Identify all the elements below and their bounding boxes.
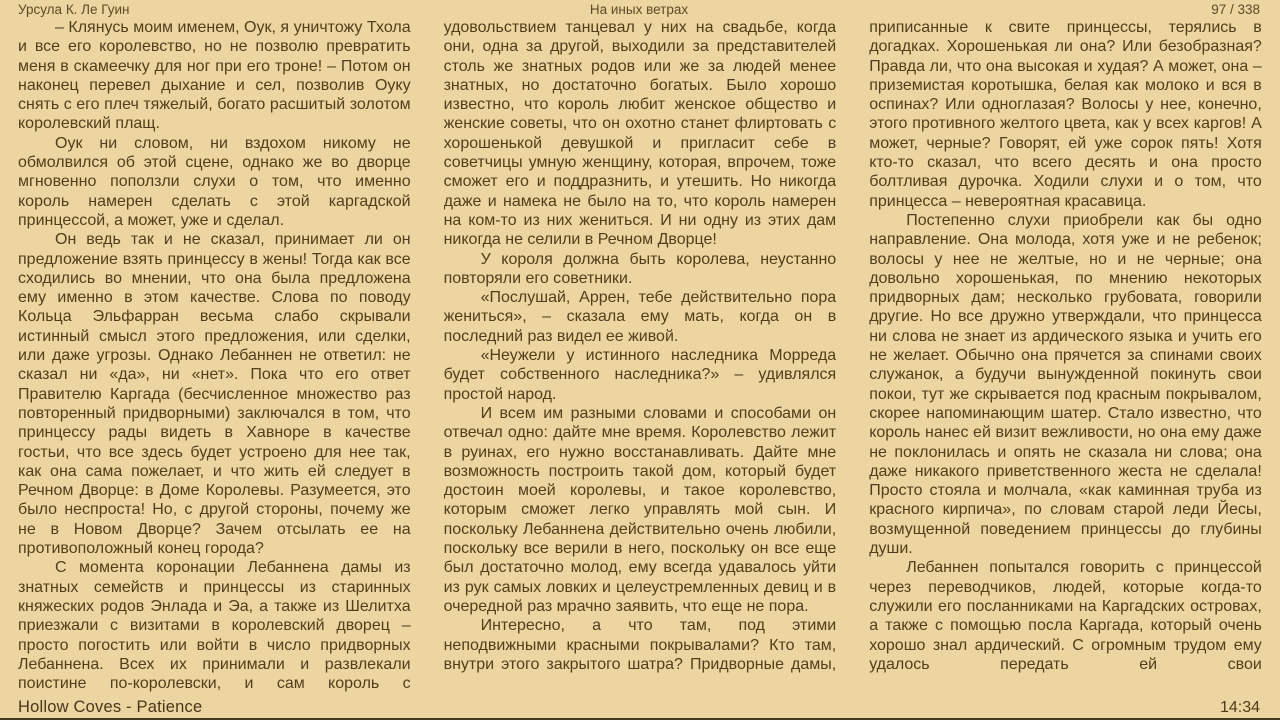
text-column-3 [869,18,1262,694]
reading-area[interactable] [18,18,1262,694]
book-title: На иных ветрах [589,2,689,17]
paragraph: Лебаннен попытался говорить с принцессой через переводчиков, людей, которые когда-то служили его посланниками на Каргадских островах, а также с помощью посла Каргада, который очень хорошо знал ардический. С огромным трудом ему удалось передать ей свои [869,559,1262,673]
text-column-1 [18,18,411,694]
header-bar [18,2,1260,18]
book-author: Урсула К. Ле Гуин [18,2,130,17]
paragraph: удовольствием танцевал у них на свадьбе, когда они, одна за другой, выходили за представителей столь же знатных родов или же за людей менее знатных, но достаточно богатых. Было хорошо известно, что король любит женское общество и женские советы, что он охотно станет флиртовать с хорошенькой девушкой и пригласит себе в советчицы умную женщину, которая, впрочем, тоже сможет его и поддразнить, и утешить. Но никогда даже и намека не было на то, что король намерен на ком-то из них жениться. И ни одну из этих дам никогда не селили в Речном Дворце! [443,19,837,249]
text-column-2 [444,18,837,694]
paragraph: – Клянусь моим именем, Оук, я уничтожу Тхола и все его королевство, но не позволю превратить меня в скамеечку для ног при его троне! – Потом он наконец перевел дыхание и сел, позволив Оуку снять с его плеч тяжелый, богато расшитый золотом королевский плащ. [18,19,411,133]
paragraph: «Неужели у истинного наследника Морреда будет собственного наследника?» – удивлялся простой народ. [443,347,837,403]
page-indicator: 97 / 338 [1211,2,1260,17]
paragraph: Постепенно слухи приобрели как бы одно направление. Она молода, хотя уже и не ребенок; волосы у нее не желтые, но и не черные; она довольно хорошенькая, по мнению некоторых придворных дам; несколько грубовата, говорили другие. Но все дружно утверждали, что принцесса ни слова не знает из ардического языка и учить его не желает. Обычно она прячется за спинами своих служанок, а будучи вынужденной покинуть свои покои, тут же скрывается под красным покрывалом, скорее напоминающим шатер. Стало известно, что король нанес ей визит вежливости, но она ему даже не поклонилась и опять не сказала ни слова; она даже никакого приветственного жеста не сделала! Просто стояла и молчала, «как каминная труба из красного кирпича», по словам старой леди Йесы, возмущенной поведением принцессы до глубины души. [869,211,1262,558]
paragraph: Оук ни словом, ни вздохом никому не обмолвился об этой сцене, однако же во дворце мгновенно поползли слухи о том, что именно король намерен сделать с этой каргадской принцессой, а может, уже и сделал. [18,134,411,229]
paragraph: И всем им разными словами и способами он отвечал одно: дайте мне время. Королевство лежит в руинах, его нужно восстанавливать. Дайте мне возможность построить такой дом, который будет достоин моей королевы, и такое королевство, которым сможет легко управлять мой сын. И поскольку Лебаннена действительно очень любили, поскольку все верили в него, поскольку он все еще был достаточно молод, ему всегда удавалось уйти из рук самых ловких и целеустремленных девиц и в очередной раз мрачно заявить, что еще не пора. [443,404,837,615]
now-playing-label: Hollow Coves - Patience [18,698,203,716]
clock: 14:34 [1219,699,1260,716]
paragraph: «Послушай, Аррен, тебе действительно пора жениться», – сказала ему мать, когда он в последний раз видел ее живой. [443,289,837,345]
paragraph: С момента коронации Лебаннена дамы из знатных семейств и принцессы из старинных княжеских родов Энлада и Эа, а также из Шелитха приезжали с визитами в королевский дворец – просто погостить или войти в число придворных Лебаннена. Всех их принимали и развлекали поистине по-королевски, и сам король с [18,559,411,693]
paragraph: Он ведь так и не сказал, принимает ли он предложение взять принцессу в жены! Тогда как все сходились во мнении, что она была предложена ему именно в этом качестве. Слова по поводу Кольца Эльфарран весьма слабо скрывали истинный смысл этого предложения, или сделки, или даже угрозы. Однако Лебаннен не ответил: не сказал ни «да», ни «нет». Пока что его ответ Правителю Каргада (бесчисленное множество раз повторенный придворными) заключался в том, что принцессу рады видеть в Хавноре в качестве гостьи, что все здесь будет устроено для нее так, как она сама пожелает, и что жить ей следует в Речном Дворце: в Доме Королевы. Разумеется, это было неспроста! Но, с другой стороны, почему же не в Новом Дворце? Зачем отсылать ее на противоположный конец города? [18,231,411,558]
paragraph: У короля должна быть королева, неустанно повторяли его советники. [443,250,837,287]
footer-bar [18,699,1260,717]
paragraph: приписанные к свите принцессы, терялись в догадках. Хорошенькая ли она? Или безобразная? Правда ли, что она высокая и худая? А может, она – приземистая коротышка, белая как молоко и вся в оспинах? Или одноглазая? Волосы у нее, конечно, этого противного желтого цвета, как у всех каргов! А может, черные? Говорят, ей уже сорок пять! Хотя кто-то сказал, что всего десять и она просто болтливая дурочка. Ходили слухи и о том, что принцесса – невероятная красавица. [869,19,1262,210]
paragraph: Интересно, а что там, под этими неподвижными красными покрывалами? Кто там, внутри этого закрытого шатра? Придворные дамы, [443,617,837,673]
